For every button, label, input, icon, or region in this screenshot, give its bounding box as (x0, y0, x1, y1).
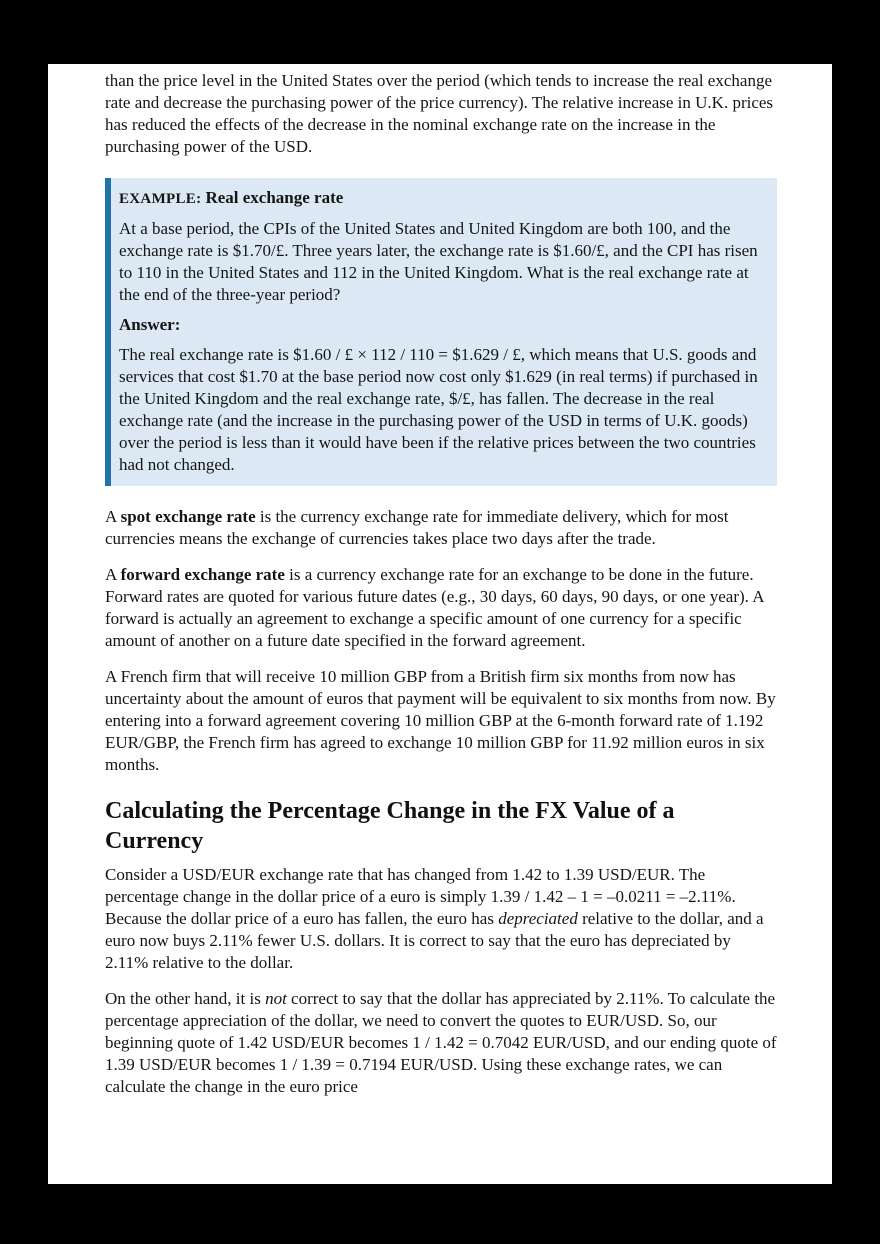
forward-rate-paragraph (105, 564, 777, 652)
example-label: EXAMPLE: (119, 191, 206, 207)
forward-paragraph-prefix: A (105, 565, 121, 584)
document-page (48, 64, 832, 1184)
dollar-paragraph-part1: On the other hand, it is (105, 989, 266, 1008)
example-title: Real exchange rate (205, 188, 344, 207)
intro-paragraph: than the price level in the United States over the period (which tends to increase the real exchange rate and decrease the purchasing power of the price currency). The relative increase in U.K. prices has reduced the effects of the decrease in the nominal exchange rate on the increase in the purchasing power of the USD. (105, 71, 774, 156)
dollar-appreciation-paragraph (105, 988, 777, 1098)
spot-paragraph-text: is the currency exchange rate for immediate delivery, which for most currencies means the exchange of currencies takes place two days after the trade. (105, 507, 729, 548)
spot-paragraph-prefix: A (105, 507, 121, 526)
euro-paragraph-italic: depreciated (498, 909, 578, 928)
dollar-paragraph-italic: not (265, 989, 287, 1008)
example-answer-text: The real exchange rate is $1.60 / £ × 112 / 110 = $1.629 / £, which means that U.S. goods and services that cost $1.70 at the base period now cost only $1.629 (in real terms) if purchased in the United Kingdom and the real exchange rate, $/£, has fallen. The decrease in the real exchange rate (and the increase in the purchasing power of the USD in terms of U.K. goods) over the period is less than it would have been if the relative prices between the two countries had not changed. (119, 345, 758, 474)
forward-rate-term: forward exchange rate (120, 565, 285, 584)
example-box (105, 178, 777, 486)
euro-paragraph-part1: Consider a USD/EUR exchange rate that has changed from 1.42 to 1.39 USD/EUR. The percentage change in the dollar price of a euro is simply 1.39 / 1.42 – 1 = –0.0211 = –2.11%. Because the dollar price of a euro has fallen, the euro has (105, 865, 736, 928)
euro-paragraph-part2: relative to the dollar, and a euro now buys 2.11% fewer U.S. dollars. It is correct to say that the euro has depreciated by 2.11% relative to the dollar. (105, 909, 764, 972)
example-answer-label: Answer: (119, 315, 181, 334)
example-box-heading (119, 187, 765, 210)
section-heading: Calculating the Percentage Change in the FX Value of a Currency (105, 798, 675, 854)
forward-paragraph-text: is a currency exchange rate for an exchange to be done in the future. Forward rates are quoted for various future dates (e.g., 30 days, 60 days, 90 days, or one year). A forward is actually an agreement to exchange a specific amount of one currency for a specific amount of another on a future date specified in the forward agreement. (105, 565, 764, 650)
dollar-paragraph-part2: correct to say that the dollar has appreciated by 2.11%. To calculate the percentage appreciation of the dollar, we need to convert the quotes to EUR/USD. So, our beginning quote of 1.42 USD/EUR becomes 1 / 1.42 = 0.7042 EUR/USD, and our ending quote of 1.39 USD/EUR becomes 1 / 1.39 = 0.7194 EUR/USD. Using these exchange rates, we can calculate the change in the euro price (105, 989, 777, 1096)
spot-rate-term: spot exchange rate (120, 507, 256, 526)
spot-rate-paragraph (105, 506, 777, 550)
euro-depreciation-paragraph (105, 864, 777, 974)
example-question: At a base period, the CPIs of the United States and United Kingdom are both 100, and the exchange rate is $1.70/£. Three years later, the exchange rate is $1.60/£, and the CPI has risen to 110 in the United States and 112 in the United Kingdom. What is the real exchange rate at the end of the three-year period? (119, 219, 758, 304)
french-firm-paragraph: A French firm that will receive 10 million GBP from a British firm six months from now has uncertainty about the amount of euros that payment will be equivalent to six months from now. By entering into a forward agreement covering 10 million GBP at the 6-month forward rate of 1.192 EUR/GBP, the French firm has agreed to exchange 10 million GBP for 11.92 million euros in six months. (105, 667, 776, 774)
